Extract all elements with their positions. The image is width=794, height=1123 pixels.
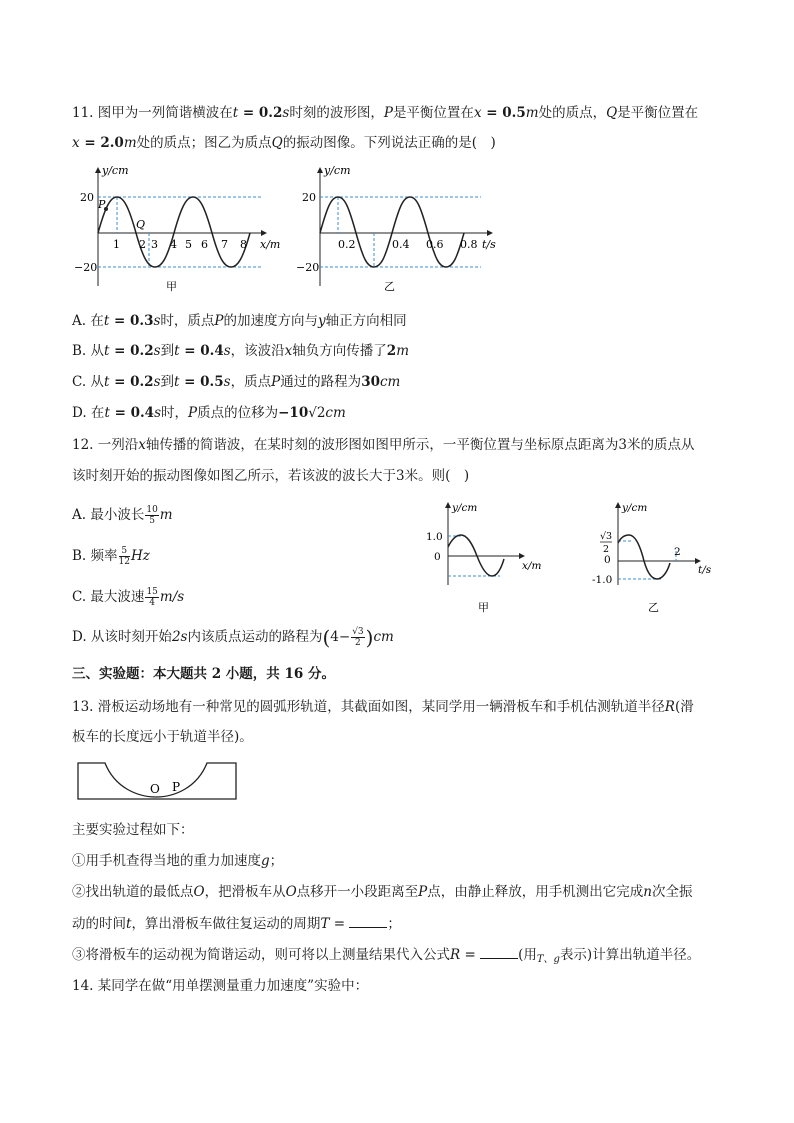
q11b-tick-1: 0.2: [338, 238, 356, 251]
q11a-caption: 甲: [166, 280, 177, 293]
q11a-xlabel: x/m: [260, 238, 281, 251]
q11a-ybot: −20: [74, 261, 98, 274]
q12-line1: 12. 一列沿x轴传播的简谐波，在某时刻的波形图如图甲所示，一平衡位置与坐标原点距离为3米的质点从: [72, 437, 695, 453]
q12b-ym: -1.0: [592, 574, 613, 586]
q11a-p-label: P: [98, 198, 106, 211]
q11a-tick-8: 8: [240, 238, 247, 251]
q11-line1: 11. 图甲为一列简谐横波在t = 0.2s时刻的波形图，P是平衡位置在x = 0.5m处的质点，Q是平衡位置在: [72, 105, 699, 121]
q12b-caption: 乙: [648, 601, 659, 614]
q11-line2: x = 2.0m处的质点；图乙为质点Q的振动图像。下列说法正确的是( ): [72, 135, 496, 151]
q12-option-d: D. 从该时刻开始2s内该质点运动的路程为(4− $\frac{√3}{2}$ )cm: [72, 625, 394, 650]
q13-step1: ①用手机查得当地的重力加速度g；: [72, 853, 284, 869]
q12a-ylabel: y/cm: [452, 502, 478, 514]
q11a-tick-1: 1: [113, 238, 120, 251]
q12-line2: 该时刻开始的振动图像如图乙所示，若该波的波长大于3米。则( ): [72, 468, 470, 484]
section-3-heading: 三、实验题：本大题共 2 小题，共 16 分。: [72, 666, 335, 682]
q11a-tick-3: 3: [151, 238, 158, 251]
q12-option-b: B. 频率 $\frac{5}{12}$ Hz: [72, 546, 150, 567]
q11b-ybot: −20: [296, 261, 320, 274]
q11a-ytop: 20: [80, 191, 94, 204]
q13-step2: ②找出轨道的最低点O，把滑板车从O点移开一小段距离至P点，由静止释放，用手机测出它完成n次全振: [72, 884, 693, 900]
q12c-fraction: $\frac{15}{4}$: [146, 587, 158, 608]
q11a-tick-6: 6: [201, 238, 208, 251]
q11a-tick-5: 5: [185, 238, 192, 251]
q12-option-a: A. 最小波长 $\frac{10}{5}$ m: [72, 505, 173, 526]
q11-option-a: A. 在t = 0.3s时，质点P的加速度方向与y轴正方向相同: [72, 313, 407, 329]
q12b-y0: 0: [604, 554, 611, 566]
q11b-ytop: 20: [302, 191, 316, 204]
q11b-xlabel: t/s: [482, 238, 496, 251]
q12-option-c: C. 最大波速 $\frac{15}{4}$ m/s: [72, 587, 185, 608]
q11a-tick-7: 7: [221, 238, 228, 251]
q11a-tick-4: 4: [170, 238, 177, 251]
q12a-xlabel: x/m: [522, 560, 542, 572]
q12-figure-b: [590, 497, 730, 617]
q11-option-d: D. 在t = 0.4s时，P质点的位移为−10√2cm: [72, 405, 346, 421]
q11a-q-label: Q: [136, 218, 146, 231]
q11-option-c: C. 从t = 0.2s到t = 0.5s，质点P通过的路程为30cm: [72, 374, 401, 390]
q14-line1: 14. 某同学在做“用单摆测量重力加速度”实验中：: [72, 978, 369, 994]
q11b-tick-3: 0.6: [426, 238, 444, 251]
q13-track-figure: [76, 760, 238, 802]
q13-line1: 13. 滑板运动场地有一种常见的圆弧形轨道，其截面如图，某同学用一辆滑板车和手机估测轨道半径R(滑: [72, 699, 694, 715]
q12a-y1: 1.0: [426, 531, 443, 543]
q13-o-label: O: [150, 782, 160, 796]
q13-process: 主要实验过程如下：: [72, 822, 194, 838]
q12b-r2: 2: [603, 544, 610, 555]
period-answer-blank[interactable]: [349, 913, 387, 928]
q12-figure-a: [420, 497, 560, 617]
q11-figure-b: [296, 160, 506, 295]
q12a-caption: 甲: [478, 601, 489, 614]
q13-step2-cont: 动的时间t，算出滑板车做往复运动的周期T = ；: [72, 913, 401, 934]
q11b-caption: 乙: [384, 280, 395, 293]
q11b-tick-2: 0.4: [392, 238, 410, 251]
q11-figure-a: [74, 160, 288, 295]
q12d-fraction: $\frac{√3}{2}$: [352, 627, 364, 648]
q11-option-b: B. 从t = 0.2s到t = 0.4s，该波沿x轴负方向传播了2m: [72, 343, 410, 359]
q12a-fraction: $\frac{10}{5}$: [146, 505, 158, 526]
q13-line2: 板车的长度远小于轨道半径)。: [72, 729, 253, 745]
radius-answer-blank[interactable]: [480, 944, 518, 959]
q11a-ylabel: y/cm: [102, 164, 129, 177]
q12b-t2: 2: [674, 546, 681, 558]
q11b-ylabel: y/cm: [324, 164, 351, 177]
q12b-fraction: $\frac{5}{12}$: [118, 546, 130, 567]
q11b-tick-4: 0.8: [460, 238, 478, 251]
q13-step3: ③将滑板车的运动视为简谐运动，则可将以上测量结果代入公式R = (用$_{T、g}$表示)计算出轨道半径。: [72, 944, 700, 970]
q12b-r3: √3: [600, 531, 613, 542]
q12b-xlabel: t/s: [698, 564, 712, 576]
q11a-tick-2: 2: [139, 238, 146, 251]
q13-p-label: P: [172, 780, 181, 794]
q12b-ylabel: y/cm: [622, 502, 648, 514]
q12a-y0: 0: [434, 551, 441, 563]
